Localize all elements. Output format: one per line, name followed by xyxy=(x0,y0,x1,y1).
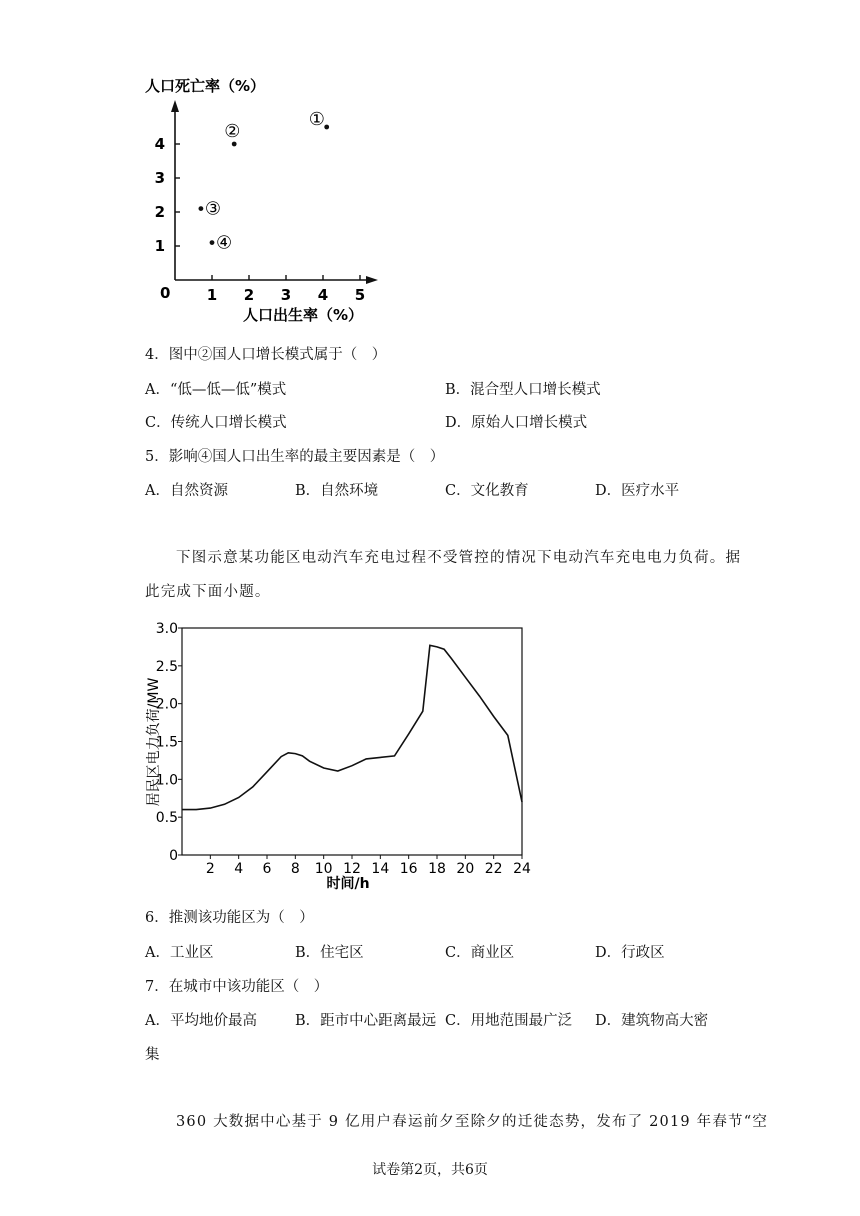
line-xtick-label: 24 xyxy=(513,861,531,877)
line-xtick-label: 12 xyxy=(343,861,361,877)
scatter-point xyxy=(210,240,215,245)
line-ytick-label: 2.5 xyxy=(155,658,178,675)
line-xtick-label: 14 xyxy=(371,861,390,877)
scatter-x-arrow xyxy=(366,276,378,284)
question-5-stem: 5．影响④国人口出生率的最主要因素是（ ） xyxy=(145,449,445,465)
question-5-option-b: B．自然环境 xyxy=(295,483,379,499)
next-passage-line: 360 大数据中心基于 9 亿用户春运前夕至除夕的迁徙态势，发布了 2019 年春节“空 xyxy=(176,1114,769,1130)
line-xtick-label: 16 xyxy=(399,861,418,877)
line-xtick-label: 10 xyxy=(314,861,333,877)
question-6-option-b: B．住宅区 xyxy=(295,945,364,961)
scatter-point-label: ④ xyxy=(216,232,233,254)
question-6-option-c: C．商业区 xyxy=(445,945,515,961)
question-4-option-c: C．传统人口增长模式 xyxy=(145,415,287,431)
question-4-option-a: A．“低—低—低”模式 xyxy=(145,382,287,398)
line-series-load xyxy=(182,645,522,809)
scatter-xtick-label: 5 xyxy=(354,286,366,304)
question-6-stem: 6．推测该功能区为（ ） xyxy=(145,910,314,926)
scatter-point xyxy=(232,142,237,147)
scatter-ytick-label: 1 xyxy=(154,237,165,255)
line-ytick-label: 2.0 xyxy=(155,696,178,713)
question-7-option-b: B．距市中心距离最远 xyxy=(295,1013,437,1029)
line-xtick-label: 22 xyxy=(484,861,503,877)
page-footer: 试卷第2页，共6页 xyxy=(372,1162,488,1178)
scatter-y-arrow xyxy=(171,100,179,112)
question-7-option-c: C．用地范围最广泛 xyxy=(445,1013,573,1029)
line-ytick-label: 0.5 xyxy=(155,810,178,827)
line-xtick-label: 2 xyxy=(205,861,215,877)
line-plot-frame xyxy=(182,628,522,855)
line-xlabel: 时间/h xyxy=(326,876,370,892)
question-6-option-d: D．行政区 xyxy=(595,945,665,961)
intro-line-2: 此完成下面小题。 xyxy=(145,584,271,600)
line-xtick-label: 20 xyxy=(456,861,475,877)
question-5-option-c: C．文化教育 xyxy=(445,483,529,499)
scatter-point xyxy=(199,206,204,211)
scatter-xtick-label: 2 xyxy=(243,286,255,304)
question-7-option-d: D．建筑物高大密 xyxy=(595,1013,709,1029)
scatter-chart xyxy=(140,70,390,330)
line-xtick-label: 4 xyxy=(234,861,244,877)
scatter-point xyxy=(324,125,329,130)
scatter-xtick-label: 3 xyxy=(280,286,292,304)
scatter-ytick-label: 4 xyxy=(154,135,165,153)
line-ytick-label: 1.5 xyxy=(155,734,178,751)
question-7-stem: 7．在城市中该功能区（ ） xyxy=(145,979,329,995)
line-ytick-label: 3.0 xyxy=(155,621,178,637)
scatter-point-label: ① xyxy=(308,109,325,130)
scatter-point-label: ② xyxy=(224,121,241,142)
question-4-stem: 4．图中②国人口增长模式属于（ ） xyxy=(145,347,387,363)
question-6-option-a: A．工业区 xyxy=(145,945,214,961)
scatter-ylabel: 人口死亡率（%） xyxy=(145,77,266,95)
question-4-option-b: B．混合型人口增长模式 xyxy=(445,382,601,398)
scatter-ytick-label: 3 xyxy=(154,169,165,187)
intro-line-1: 下图示意某功能区电动汽车充电过程不受管控的情况下电动汽车充电电力负荷。据 xyxy=(176,550,742,566)
question-4-option-d: D．原始人口增长模式 xyxy=(445,415,588,431)
load-line-chart xyxy=(140,618,540,893)
scatter-xtick-label: 4 xyxy=(317,286,329,304)
question-7-option-d-continued: 集 xyxy=(145,1047,160,1063)
line-ytick-label: 1.0 xyxy=(155,772,178,789)
question-5-option-a: A．自然资源 xyxy=(145,483,228,499)
line-xtick-label: 18 xyxy=(428,861,446,877)
scatter-origin-label: 0 xyxy=(160,284,171,302)
line-ylabel: 居民区电力负荷/MW xyxy=(146,677,162,807)
line-ytick-label: 0 xyxy=(169,848,178,864)
scatter-point-label: ③ xyxy=(204,198,222,220)
scatter-xlabel: 人口出生率（%） xyxy=(243,306,364,324)
question-5-option-d: D．医疗水平 xyxy=(595,483,680,499)
scatter-xtick-label: 1 xyxy=(206,286,218,304)
question-7-option-a: A．平均地价最高 xyxy=(145,1013,257,1029)
line-xtick-label: 8 xyxy=(290,861,300,877)
scatter-ytick-label: 2 xyxy=(154,203,165,221)
line-xtick-label: 6 xyxy=(262,861,272,877)
